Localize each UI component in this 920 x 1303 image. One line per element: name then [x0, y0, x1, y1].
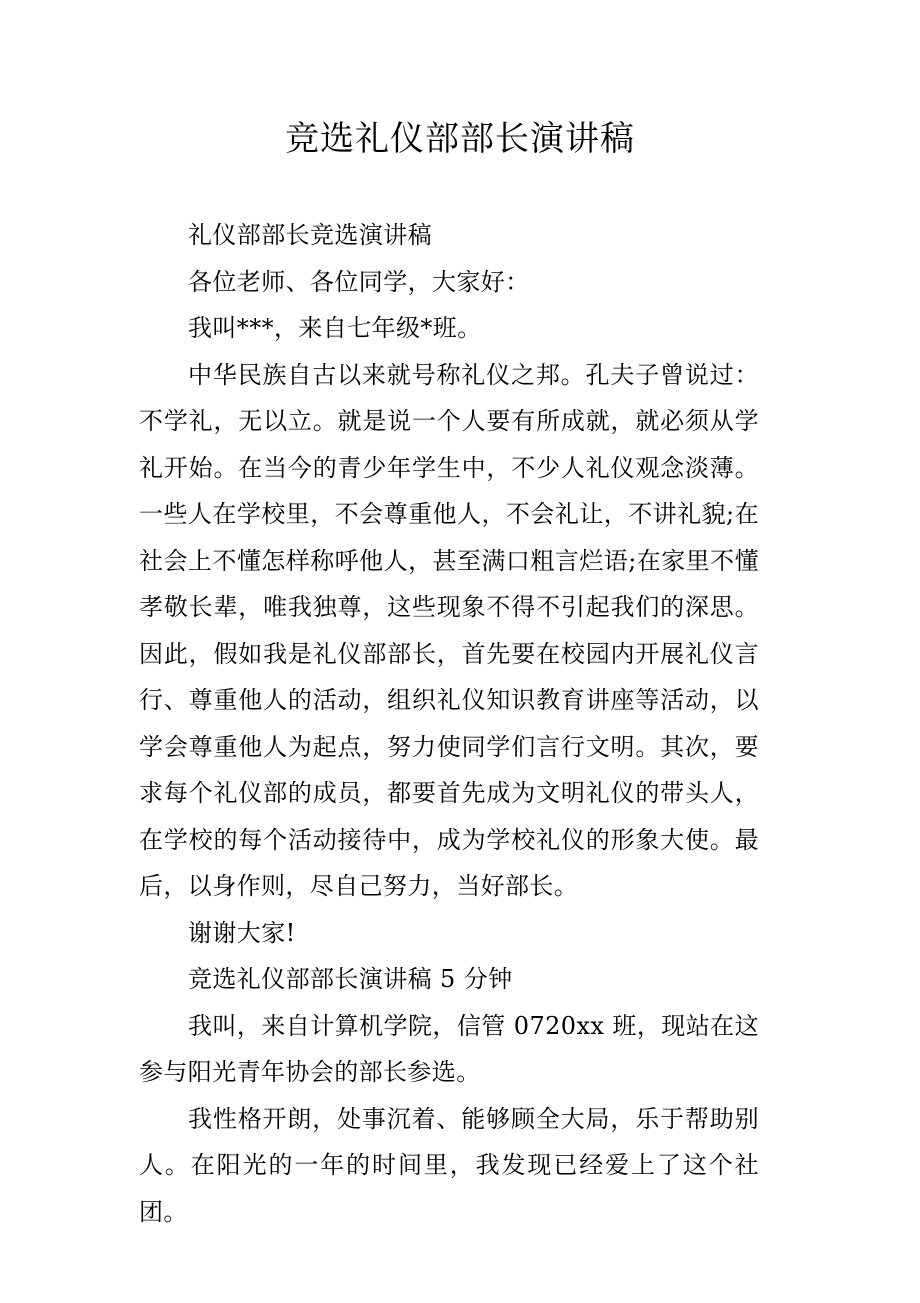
- greeting-paragraph: 各位老师、各位同学，大家好：: [188, 267, 530, 296]
- thanks-paragraph: 谢谢大家!: [188, 918, 296, 947]
- second-speech-heading: 竞选礼仪部部长演讲稿 5 分钟: [188, 965, 513, 993]
- introduction-paragraph: 我叫***，来自七年级*班。: [188, 314, 482, 342]
- personality-paragraph: 我性格开朗，处事沉着、能够顾全大局，乐于帮助别人。在阳光的一年的时间里，我发现已经爱上了这个社团。: [139, 1104, 759, 1226]
- main-speech-paragraph: 中华民族自古以来就号称礼仪之邦。孔夫子曾说过：不学礼，无以立。就是说一个人要有所成就，就必须从学礼开始。在当今的青少年学生中，不少人礼仪观念淡薄。一些人在学校里，不会尊重他人，不会礼让，不讲礼貌;在社会上不懂怎样称呼他人，甚至满口粗言烂语;在家里不懂孝敬长辈，唯我独尊，这些现象不得不引起我们的深思。因此，假如我是礼仪部部长，首先要在校园内开展礼仪言行、尊重他人的活动，组织礼仪知识教育讲座等活动，以学会尊重他人为起点，努力使同学们言行文明。其次，要求每个礼仪部的成员，都要首先成为文明礼仪的带头人，在学校的每个活动接待中，成为学校礼仪的形象大使。最后，以身作则，尽自己努力，当好部长。: [139, 360, 759, 900]
- document-title: 竞选礼仪部部长演讲稿: [285, 119, 635, 159]
- document-body: [139, 212, 759, 1235]
- subtitle-paragraph: 礼仪部部长竞选演讲稿: [188, 221, 432, 249]
- second-speech-intro-paragraph: 我叫，来自计算机学院，信管 0720xx 班，现站在这参与阳光青年协会的部长参选。: [139, 1011, 759, 1086]
